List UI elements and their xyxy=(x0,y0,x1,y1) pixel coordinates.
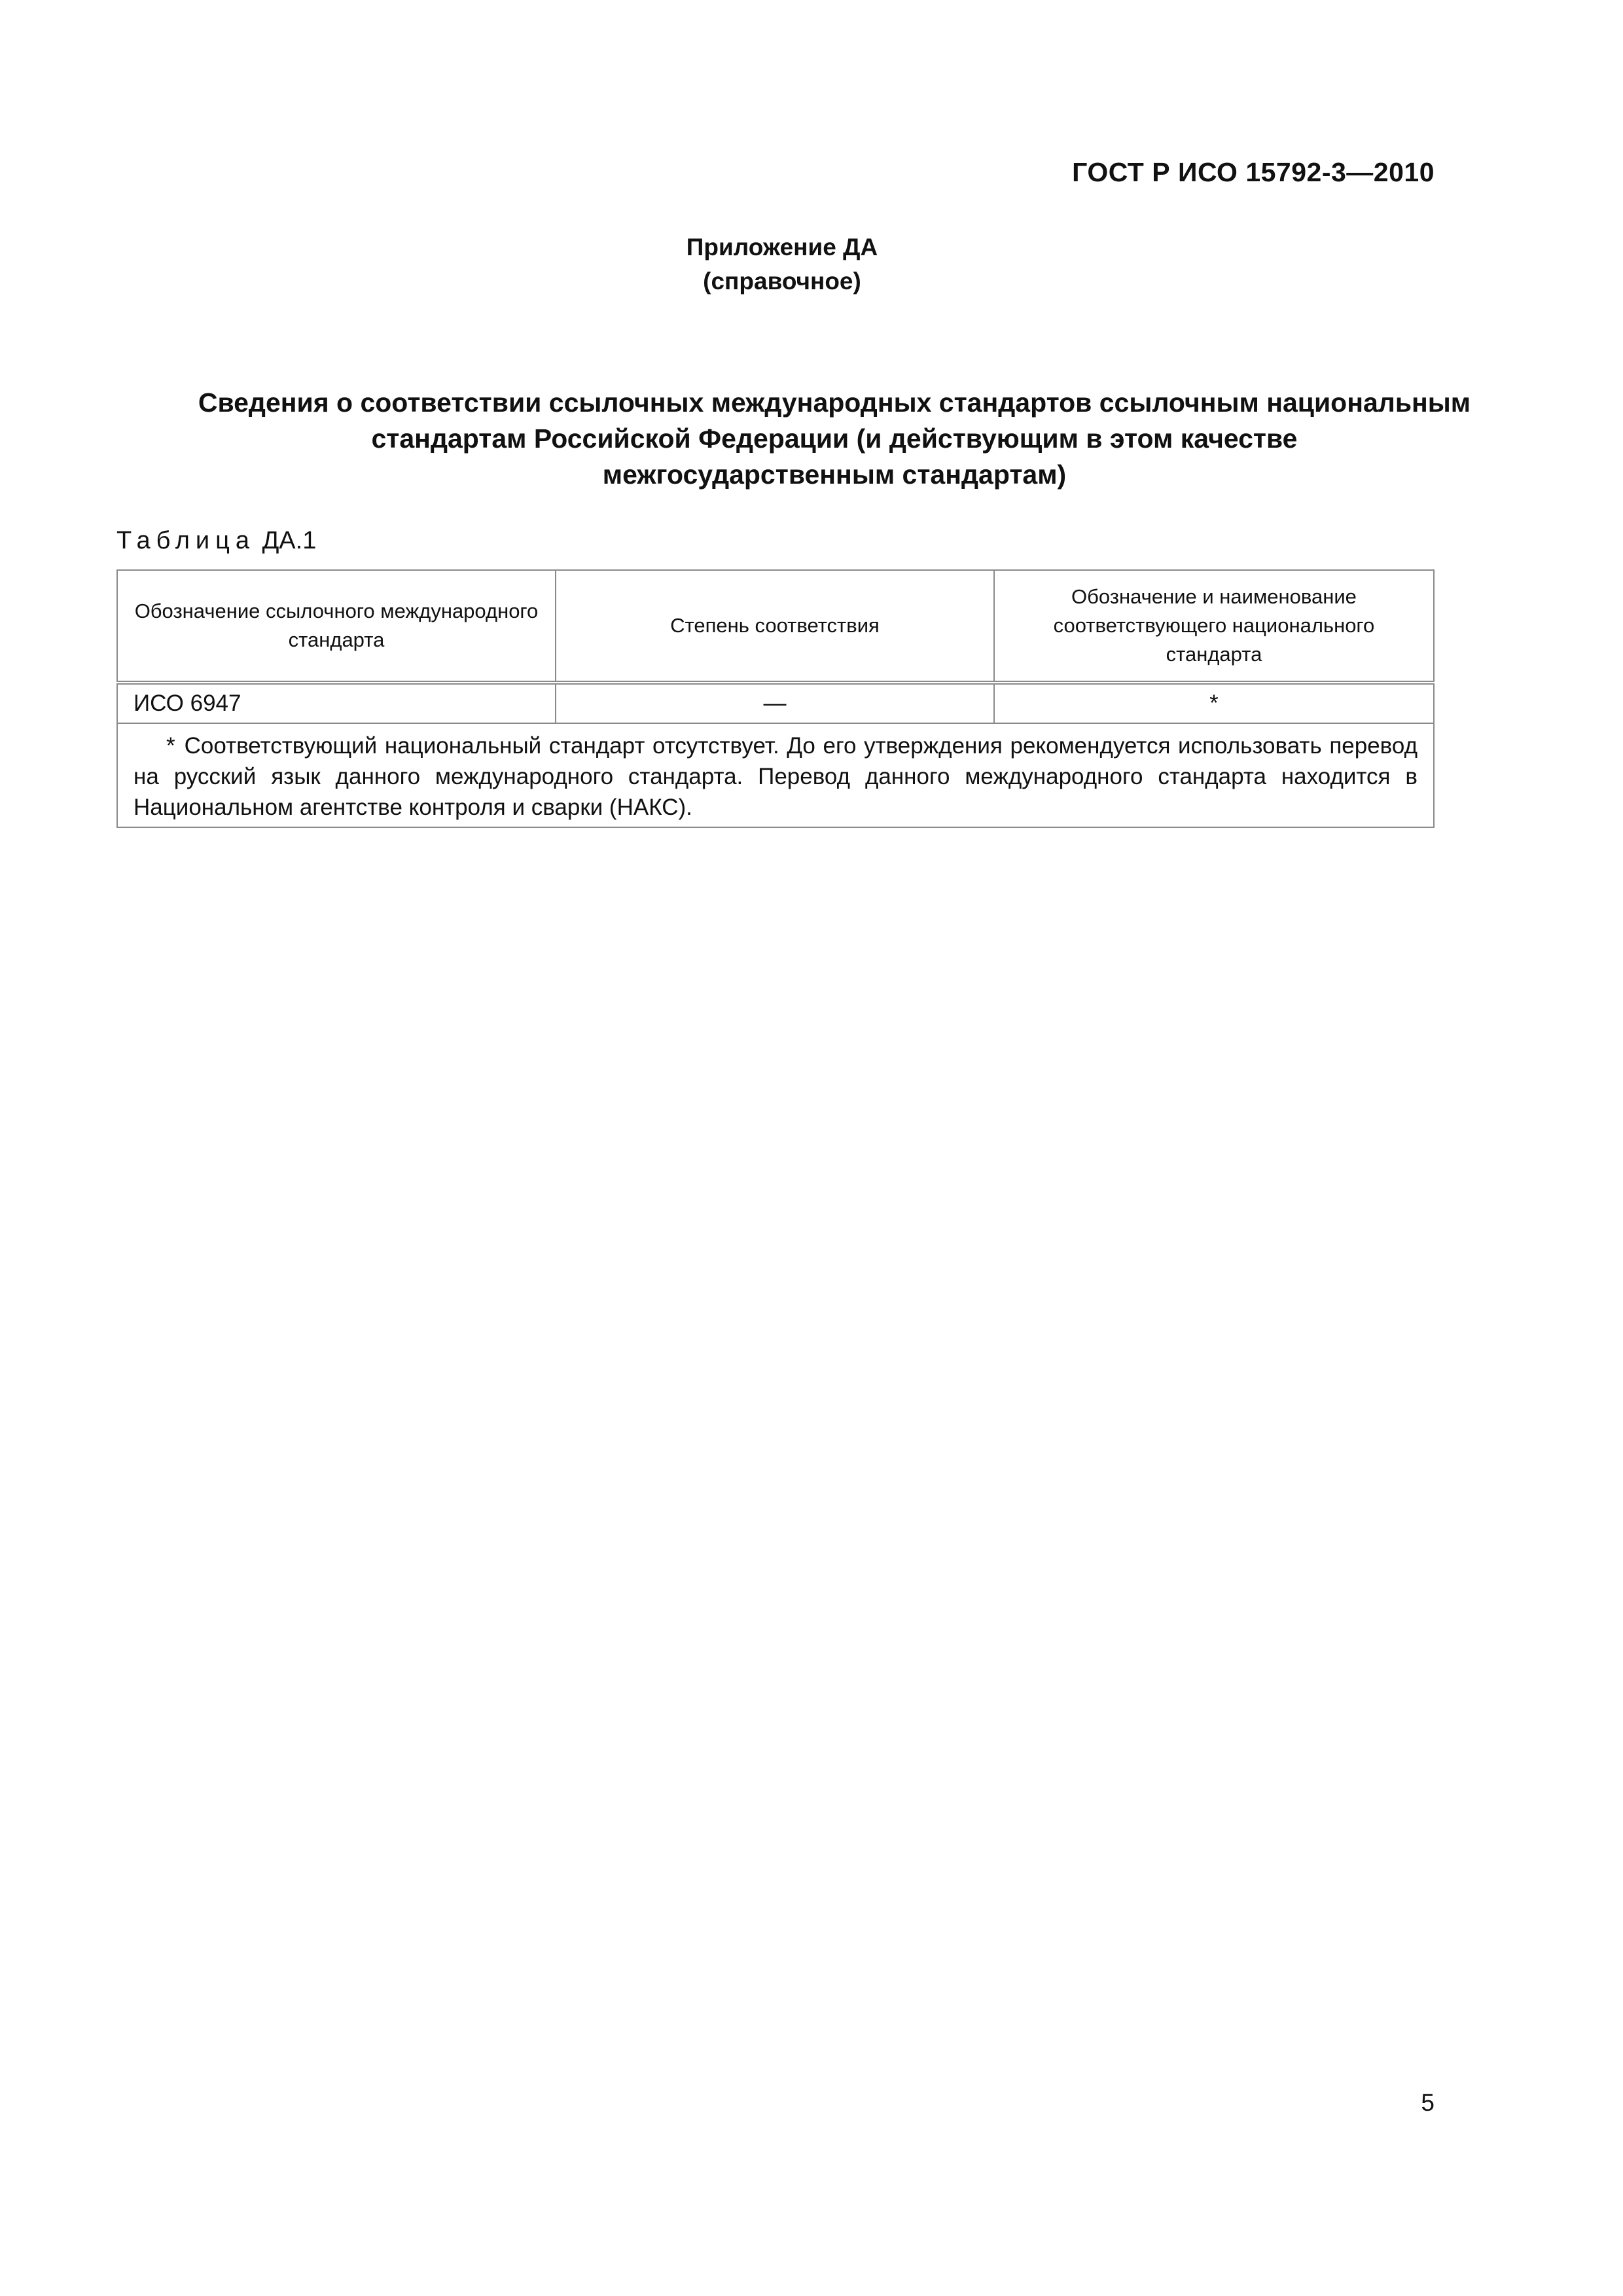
footnote-mark: * xyxy=(166,733,175,759)
appendix-type: (справочное) xyxy=(703,268,861,295)
table-footnote-row xyxy=(117,723,1434,827)
section-title-line-1: Сведения о соответствии ссылочных международных стандартов ссылочным национальным xyxy=(198,387,1471,418)
cell-designation: ИСО 6947 xyxy=(117,683,556,723)
table-label xyxy=(116,527,316,555)
table-header-row xyxy=(117,570,1434,683)
section-title-line-3: межгосударственным стандартам) xyxy=(602,459,1067,490)
footnote-text: Соответствующий национальный стандарт отсутствует. До его утверждения рекомендуется использовать перевод на русский язык данного международного стандарта. Перевод данного международного стандарта находится в Национальном агентстве контроля и сварки (НАКС). xyxy=(134,733,1418,820)
table-label-number: ДА.1 xyxy=(262,527,317,554)
cell-degree: — xyxy=(556,683,994,723)
table-row xyxy=(117,683,1434,723)
section-title-line-2: стандартам Российской Федерации (и действующим в этом качестве xyxy=(371,423,1298,454)
header-international-designation: Обозначение ссылочного международного стандарта xyxy=(117,570,556,683)
table-footnote xyxy=(117,723,1434,827)
header-degree-of-correspondence: Степень соответствия xyxy=(556,570,994,683)
page-number: 5 xyxy=(1421,2089,1435,2116)
section-title xyxy=(105,385,1564,493)
header-national-standard: Обозначение и наименование соответствующего национального стандарта xyxy=(994,570,1434,683)
appendix-label: Приложение ДА xyxy=(686,234,878,260)
table-label-word: Таблица xyxy=(116,527,255,554)
appendix-heading xyxy=(0,230,1564,298)
correspondence-table xyxy=(116,569,1435,828)
cell-national: * xyxy=(994,683,1434,723)
document-code: ГОСТ Р ИСО 15792-3—2010 xyxy=(1072,157,1435,187)
